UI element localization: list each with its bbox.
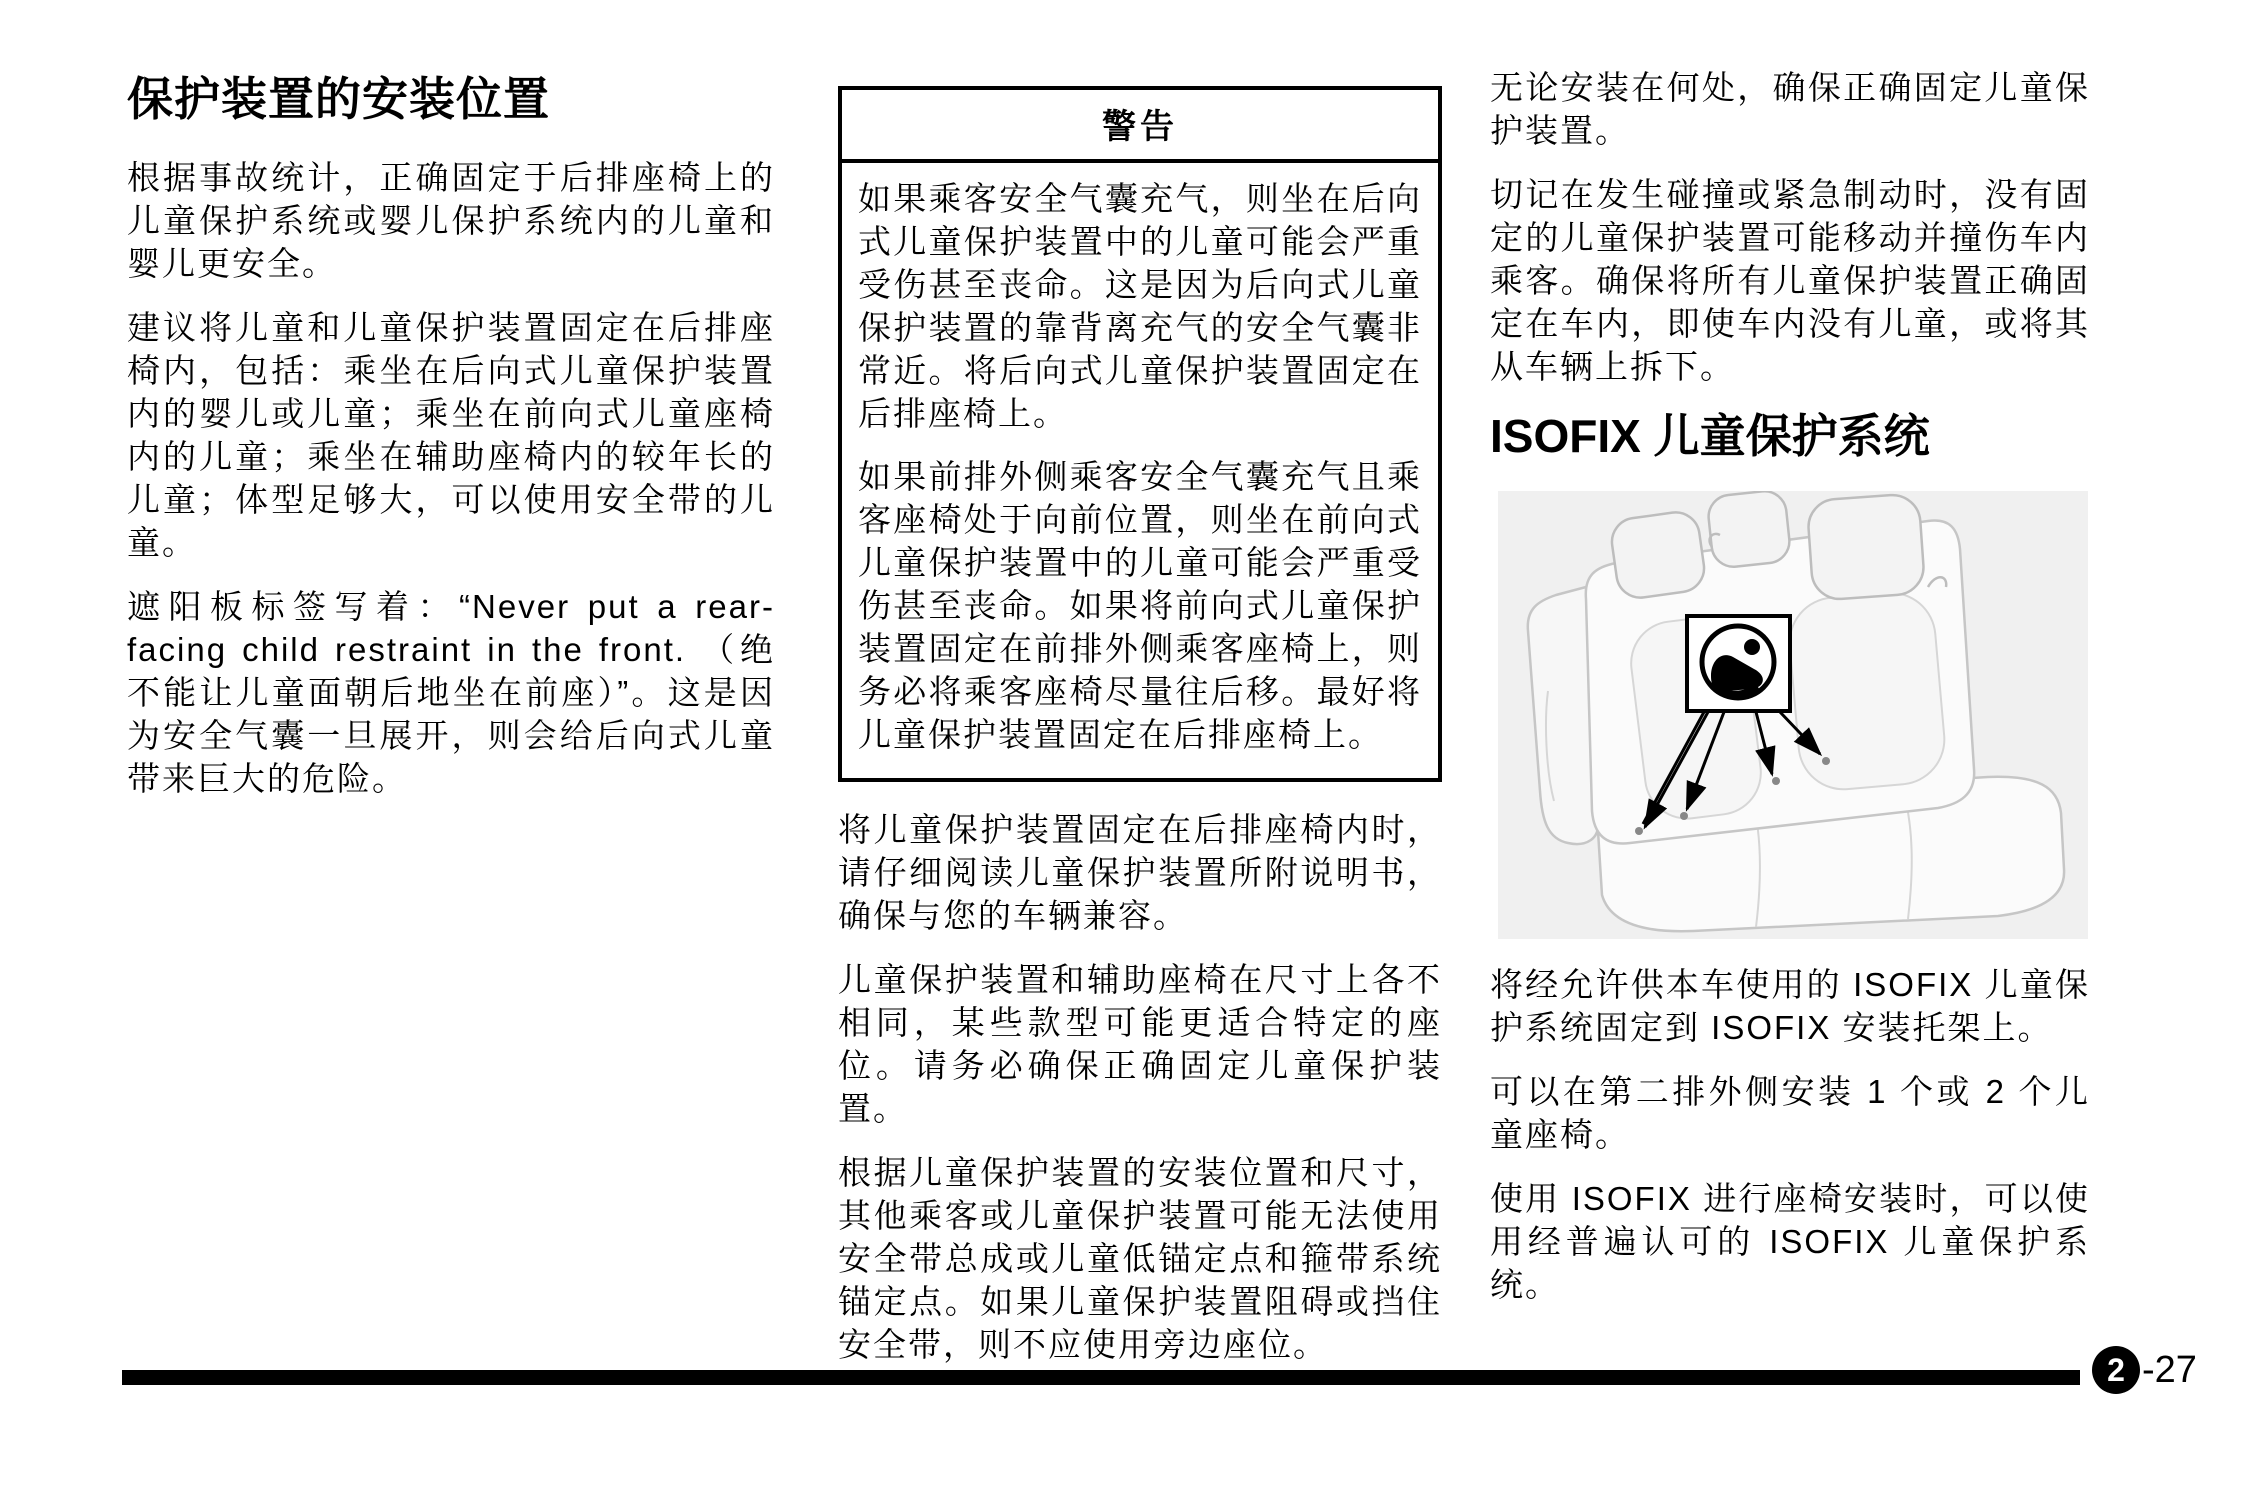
warning-title: 警告 (842, 90, 1438, 163)
left-column (127, 72, 775, 821)
paragraph: 使用 ISOFIX 进行座椅安装时，可以使用经普遍认可的 ISOFIX 儿童保护系统。 (1490, 1180, 2090, 1303)
chapter-number-badge: 2 (2092, 1346, 2140, 1394)
footer-page-indicator (2092, 1346, 2197, 1394)
page-number: -27 (2142, 1348, 2197, 1391)
warning-body (842, 163, 1438, 778)
isofix-rear-seat-illustration (1498, 491, 2088, 939)
paragraph: 切记在发生碰撞或紧急制动时，没有固定的儿童保护装置可能移动并撞伤车内乘客。确保将所有儿童保护装置正确固定在车内，即使车内没有儿童，或将其从车辆上拆下。 (1490, 176, 2090, 385)
isofix-label-box (1687, 616, 1790, 711)
paragraph: 根据事故统计，正确固定于后排座椅上的儿童保护系统或婴儿保护系统内的儿童和婴儿更安全。 (127, 159, 775, 282)
paragraph: 将儿童保护装置固定在后排座椅内时，请仔细阅读儿童保护装置所附说明书，确保与您的车辆兼容。 (838, 811, 1442, 934)
paragraph: 将经允许供本车使用的 ISOFIX 儿童保护系统固定到 ISOFIX 安装托架上。 (1490, 966, 2090, 1046)
rear-seat-graphic (1498, 491, 2088, 939)
paragraph: 可以在第二排外侧安装 1 个或 2 个儿童座椅。 (1490, 1073, 2090, 1153)
right-column (1490, 66, 2090, 1327)
warning-paragraph: 如果乘客安全气囊充气，则坐在后向式儿童保护装置中的儿童可能会严重受伤甚至丧命。这是因为后向式儿童保护装置的靠背离充气的安全气囊非常近。将后向式儿童保护装置固定在后排座椅上。 (858, 180, 1422, 432)
paragraph: 无论安装在何处，确保正确固定儿童保护装置。 (1490, 69, 2090, 149)
footer-divider (122, 1370, 2080, 1385)
paragraph: 建议将儿童和儿童保护装置固定在后排座椅内，包括：乘坐在后向式儿童保护装置内的婴儿或儿童；乘坐在前向式儿童座椅内的儿童；乘坐在辅助座椅内的较年长的儿童；体型足够大，可以使用安全带的儿童。 (127, 309, 775, 561)
warning-box (838, 86, 1442, 782)
warning-paragraph: 如果前排外侧乘客安全气囊充气且乘客座椅处于向前位置，则坐在前向式儿童保护装置中的儿童可能会严重受伤甚至丧命。如果将前向式儿童保护装置固定在前排外侧乘客座椅上，则务必将乘客座椅尽量往后移。最好将儿童保护装置固定在后排座椅上。 (858, 458, 1422, 753)
paragraph: 根据儿童保护装置的安装位置和尺寸，其他乘客或儿童保护装置可能无法使用安全带总成或儿童低锚定点和箍带系统锚定点。如果儿童保护装置阻碍或挡住安全带，则不应使用旁边座位。 (838, 1154, 1442, 1363)
middle-column (838, 86, 1442, 1387)
section-title: 保护装置的安装位置 (127, 73, 550, 125)
paragraph: 遮阳板标签写着：“Never put a rear-facing child restraint in the front. （绝不能让儿童面朝后地坐在前座）”。这是因为安全气囊一旦展开，则会给后向式儿童带来巨大的危险。 (127, 588, 775, 797)
isofix-heading: ISOFIX 儿童保护系统 (1490, 410, 1930, 462)
paragraph: 儿童保护装置和辅助座椅在尺寸上各不相同，某些款型可能更适合特定的座位。请务必确保正确固定儿童保护装置。 (838, 961, 1442, 1127)
